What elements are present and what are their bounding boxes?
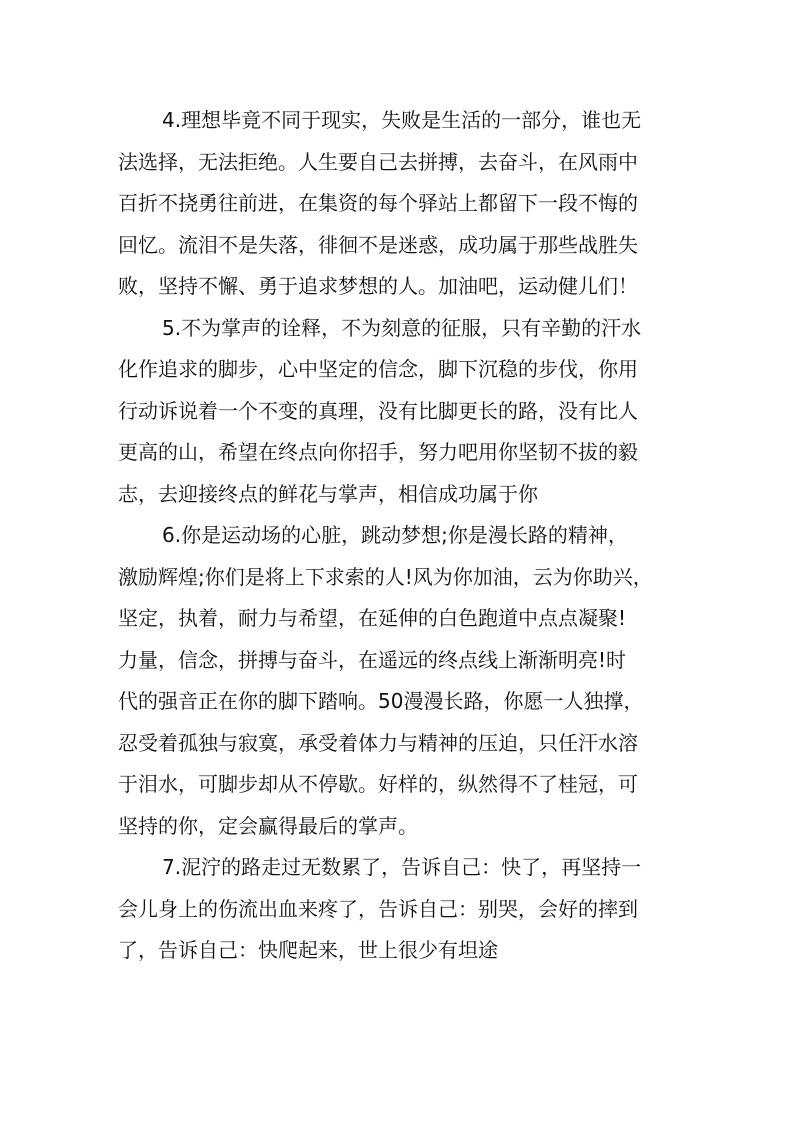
paragraph-4-line: 4.理想毕竟不同于现实，失败是生活的一部分，谁也无 bbox=[162, 108, 642, 132]
paragraph-7-line: 7.泥泞的路走过无数累了，告诉自己：快了，再坚持一 bbox=[162, 855, 642, 879]
paragraph-6-line: 代的强音正在你的脚下踏响。50漫漫长路，你愿一人独撑， bbox=[118, 689, 644, 713]
paragraph-6-line: 激励辉煌;你们是将上下求索的人!风为你加油，云为你助兴， bbox=[118, 564, 653, 589]
paragraph-5-line: 行动诉说着一个不变的真理，没有比脚更长的路，没有比人 bbox=[118, 398, 638, 423]
paragraph-7-line: 了，告诉自己：快爬起来，世上很少有坦途 bbox=[118, 938, 498, 962]
paragraph-4-line: 回忆。流泪不是失落，徘徊不是迷惑，成功属于那些战胜失 bbox=[118, 232, 638, 257]
paragraph-7-line: 会儿身上的伤流出血来疼了，告诉自己：别哭，会好的摔到 bbox=[118, 896, 638, 921]
paragraph-6-line: 于泪水，可脚步却从不停歇。好样的，纵然得不了桂冠，可 bbox=[118, 772, 638, 796]
paragraph-5-line: 志，去迎接终点的鲜花与掌声，相信成功属于你 bbox=[118, 481, 538, 506]
paragraph-6-line: 力量，信念，拼搏与奋斗，在遥远的终点线上渐渐明亮!时 bbox=[118, 647, 627, 672]
paragraph-5-line: 更高的山，希望在终点向你招手，努力吧用你坚韧不拔的毅 bbox=[118, 440, 638, 464]
paragraph-6-line: 坚持的你，定会赢得最后的掌声。 bbox=[118, 813, 418, 838]
paragraph-4-line: 败，坚持不懈、勇于追求梦想的人。加油吧，运动健儿们！ bbox=[118, 274, 638, 298]
paragraph-6-line: 6.你是运动场的心脏，跳动梦想;你是漫长路的精神， bbox=[162, 523, 628, 547]
paragraph-5-line: 5.不为掌声的诠释，不为刻意的征服，只有辛勤的汗水 bbox=[162, 315, 642, 340]
paragraph-6-line: 忍受着孤独与寂寞，承受着体力与精神的压迫，只任汗水溶 bbox=[118, 730, 638, 755]
paragraph-5-line: 化作追求的脚步，心中坚定的信念，脚下沉稳的步伐，你用 bbox=[118, 357, 638, 381]
paragraph-4-line: 百折不挠勇往前进，在集资的每个驿站上都留下一段不悔的 bbox=[118, 191, 638, 215]
paragraph-6-line: 坚定，执着，耐力与希望，在延伸的白色跑道中点点凝聚! bbox=[118, 606, 627, 630]
document-body bbox=[118, 100, 683, 972]
paragraph-4-line: 法选择，无法拒绝。人生要自己去拼搏，去奋斗，在风雨中 bbox=[118, 149, 638, 174]
